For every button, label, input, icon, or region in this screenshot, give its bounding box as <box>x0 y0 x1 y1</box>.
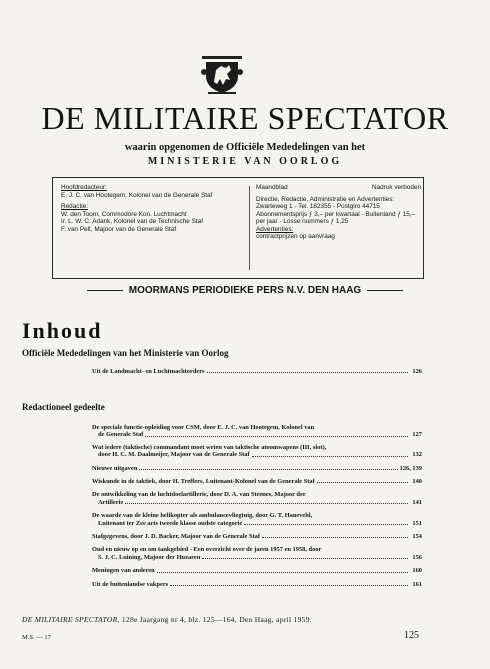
toc-entry-title: De waarde van de kleine helikopter als ambulancevliegtuig, door G. T. Haneveld, <box>92 512 313 520</box>
toc-entry <box>92 512 422 527</box>
toc-entry-title: De ontwikkeling van de luchtdoelartillerie, door D. A. van Steenes, Majoor der <box>92 491 306 499</box>
divider-dash <box>367 290 403 291</box>
toc-entry <box>92 478 422 485</box>
toc-entry <box>92 567 422 574</box>
toc-leader <box>157 572 408 573</box>
section-official: Officiële Mededelingen van het Ministerie van Oorlog <box>22 348 229 358</box>
toc-entry-title: Wiskunde in de taktiek, door H. Treffers, Luitenant-Kolonel van de Generale Staf <box>92 478 315 486</box>
toc-leader <box>139 469 397 470</box>
magazine-title: DE MILITAIRE SPECTATOR <box>41 100 449 136</box>
toc-entry <box>92 491 422 506</box>
toc-leader <box>207 372 408 373</box>
toc-entry-page: 126 <box>412 368 422 375</box>
editorial-member: W. den Toom, Commodore Kon. Luchtmacht <box>61 210 187 218</box>
toc-entry-title: Nieuwe uitgaven <box>92 464 138 472</box>
toc-entry <box>92 444 422 459</box>
toc-entry-page: 160 <box>412 567 422 575</box>
editorial-label: Redactie: <box>61 203 88 210</box>
toc-entry-title: Uit de buitenlandse vakpers <box>92 580 169 588</box>
editorial-member: Ir. L. W. C. Adank, Kolonel van de Technische Staf <box>61 218 203 225</box>
signature-mark: M.S. — 17 <box>22 634 51 641</box>
toc-leader <box>317 482 408 483</box>
section-editorial: Redactioneel gedeelte <box>22 402 105 412</box>
toc-entry-title: Uit de Landmacht- en Luchtmachtorders <box>92 368 205 375</box>
toc-entry-page: 154 <box>412 533 422 541</box>
toc-entry-title: De speciale functie-opleiding voor CSM, door E. J. C. van Hootegem, Kolonel van <box>92 424 315 431</box>
page-number: 125 <box>404 630 419 641</box>
toc-entry-title: Wat iedere (taktische) commandant moet weten van taktische atoomwapens (III, slot), <box>92 443 327 451</box>
toc-entry-title-cont: Luitenant ter Zee arts tweede klasse oudste categorie <box>98 519 243 527</box>
divider-dash <box>87 290 123 291</box>
editor-label: Hoofdredacteur: <box>61 184 107 191</box>
toc-leader <box>252 456 408 457</box>
toc-entry-title-cont: door H. C. M. Daalmeijer, Majoor van de Generale Staf <box>98 451 250 459</box>
toc-entry-page: 151 <box>412 519 422 527</box>
toc-entry <box>92 533 422 540</box>
toc-entry-page: 161 <box>412 580 422 588</box>
citation-title: DE MILITAIRE SPECTATOR, <box>22 615 120 624</box>
toc-entry-page: 127 <box>412 431 422 439</box>
toc-entry-title-cont: S. J. C. Luining, Majoor der Huzaren <box>98 553 201 561</box>
editorial-toc <box>92 424 422 588</box>
editorial-member: F. van Pelt, Majoor van de Generale Staf <box>61 225 177 233</box>
citation-details: 128e Jaargang nr 4, blz. 125—164, Den Haag, april 1959. <box>121 615 312 624</box>
frequency: Maandblad <box>256 184 288 191</box>
colophon-editors <box>61 184 231 233</box>
toc-entry <box>92 581 422 588</box>
toc-leader <box>170 585 408 586</box>
toc-entry-page: 156 <box>412 553 422 561</box>
toc-leader <box>262 537 408 538</box>
toc-leader <box>202 558 408 559</box>
publisher-name: MOORMANS PERIODIEKE PERS N.V. DEN HAAG <box>128 285 362 296</box>
ads-info: contractprijzen op aanvraag <box>256 233 335 240</box>
toc-entry <box>92 465 422 472</box>
toc-entry <box>92 424 422 439</box>
colophon-box <box>52 177 424 279</box>
toc-entry-page: 141 <box>412 498 422 506</box>
official-toc <box>92 368 422 375</box>
toc-leader <box>145 436 408 437</box>
citation-line <box>22 615 312 624</box>
colophon-info <box>256 184 421 241</box>
toc-entry-page: 132 <box>412 451 422 459</box>
subscription: Abonnementsprijs ƒ 3,– per kwartaal - Buitenland ƒ 15,– per jaar - Losse nummers ƒ 1,25 <box>256 210 416 225</box>
reprint-notice: Nadruk verboden <box>371 184 421 191</box>
toc-entry-page: 126, 139 <box>399 464 422 472</box>
colophon-divider <box>249 186 250 270</box>
toc-leader <box>125 503 408 504</box>
toc-entry-title: Stafgegevens, door J. D. Backer, Majoor van de Generale Staf <box>92 533 260 541</box>
contents-title: Inhoud <box>22 318 103 343</box>
toc-entry-page: 140 <box>412 478 422 486</box>
toc-entry-title: Oud en nieuw op en om tankgebied - Een overzicht over de jaren 1957 en 1958, door <box>92 546 322 554</box>
toc-entry-title: Meningen van anderen <box>92 567 155 575</box>
toc-leader <box>244 524 408 525</box>
toc-entry-title-cont: Artillerie <box>98 498 124 506</box>
ads-label: Advertenties: <box>256 225 294 233</box>
publisher-line <box>60 285 430 296</box>
address: Directie, Redactie, Administratie en Advertenties: Zwarteweg 1 - Tel. 182355 - Postgiro 44715 <box>256 195 395 210</box>
editor-name: E. J. C. van Hootegem, Kolonel van de Generale Staf <box>61 191 213 199</box>
toc-entry <box>92 368 422 375</box>
ministry-name: MINISTERIE VAN OORLOG <box>147 156 343 167</box>
magazine-subtitle: waarin opgenomen de Officiële Mededelingen van het <box>124 142 366 153</box>
lion-coat-of-arms-icon <box>200 52 244 96</box>
toc-entry <box>92 546 422 561</box>
toc-entry-title-cont: de Generale Staf <box>98 431 144 439</box>
